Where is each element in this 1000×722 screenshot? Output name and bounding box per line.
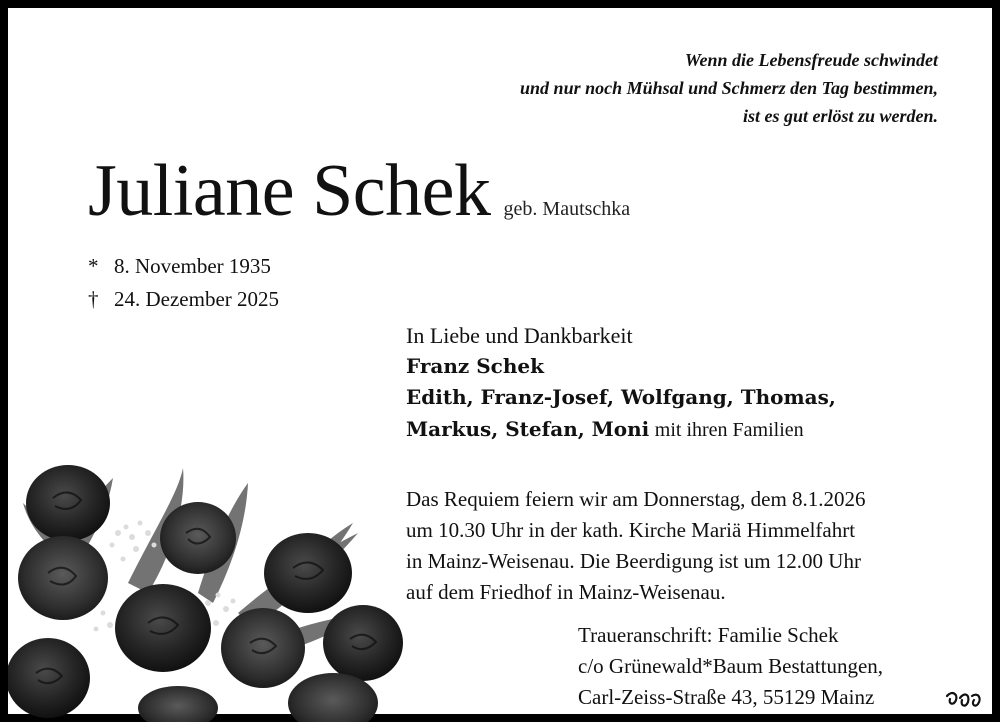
- mourning-address: [578, 620, 883, 713]
- service-details: [406, 484, 866, 608]
- address-line: Carl-Zeiss-Straße 43, 55129 Mainz: [578, 685, 875, 709]
- deceased-name: Juliane Schek: [88, 150, 491, 232]
- address-line: Traueranschrift: Familie Schek: [578, 623, 839, 647]
- mourner-families-suffix: mit ihren Familien: [654, 419, 804, 441]
- birth-date: 8. November 1935: [114, 254, 271, 278]
- life-dates: [88, 250, 279, 316]
- mourner-spouse: Franz Schek: [406, 354, 544, 378]
- mourners-intro: In Liebe und Dankbarkeit: [406, 323, 633, 348]
- birth-star-icon: *: [88, 254, 99, 278]
- death-cross-icon: †: [88, 287, 99, 311]
- service-line: auf dem Friedhof in Mainz-Weisenau.: [406, 580, 726, 604]
- service-line: in Mainz-Weisenau. Die Beerdigung ist um 12.00 Uhr: [406, 549, 861, 573]
- memorial-quote: [520, 46, 938, 130]
- service-line: Das Requiem feiern wir am Donnerstag, dem 8.1.2026: [406, 487, 866, 511]
- deceased-name-row: [88, 151, 630, 231]
- mourners-block: [406, 320, 836, 446]
- quote-line: und nur noch Mühsal und Schmerz den Tag bestimmen,: [520, 78, 938, 98]
- signet-icon: [944, 690, 984, 712]
- service-line: um 10.30 Uhr in der kath. Kirche Mariä Himmelfahrt: [406, 518, 856, 542]
- quote-line: Wenn die Lebensfreude schwindet: [684, 50, 938, 70]
- maiden-name: geb. Mautschka: [503, 198, 631, 220]
- roses-bouquet-image: [8, 463, 418, 722]
- quote-line: ist es gut erlöst zu werden.: [742, 106, 938, 126]
- birth-date-row: [88, 250, 279, 283]
- death-date-row: [88, 283, 279, 316]
- address-line: c/o Grünewald*Baum Bestattungen,: [578, 654, 884, 678]
- mourner-children-more: Markus, Stefan, Moni: [406, 417, 650, 441]
- mourner-children-row: [406, 413, 836, 446]
- mourner-children: Edith, Franz-Josef, Wolfgang, Thomas,: [406, 385, 836, 409]
- death-date: 24. Dezember 2025: [114, 287, 280, 311]
